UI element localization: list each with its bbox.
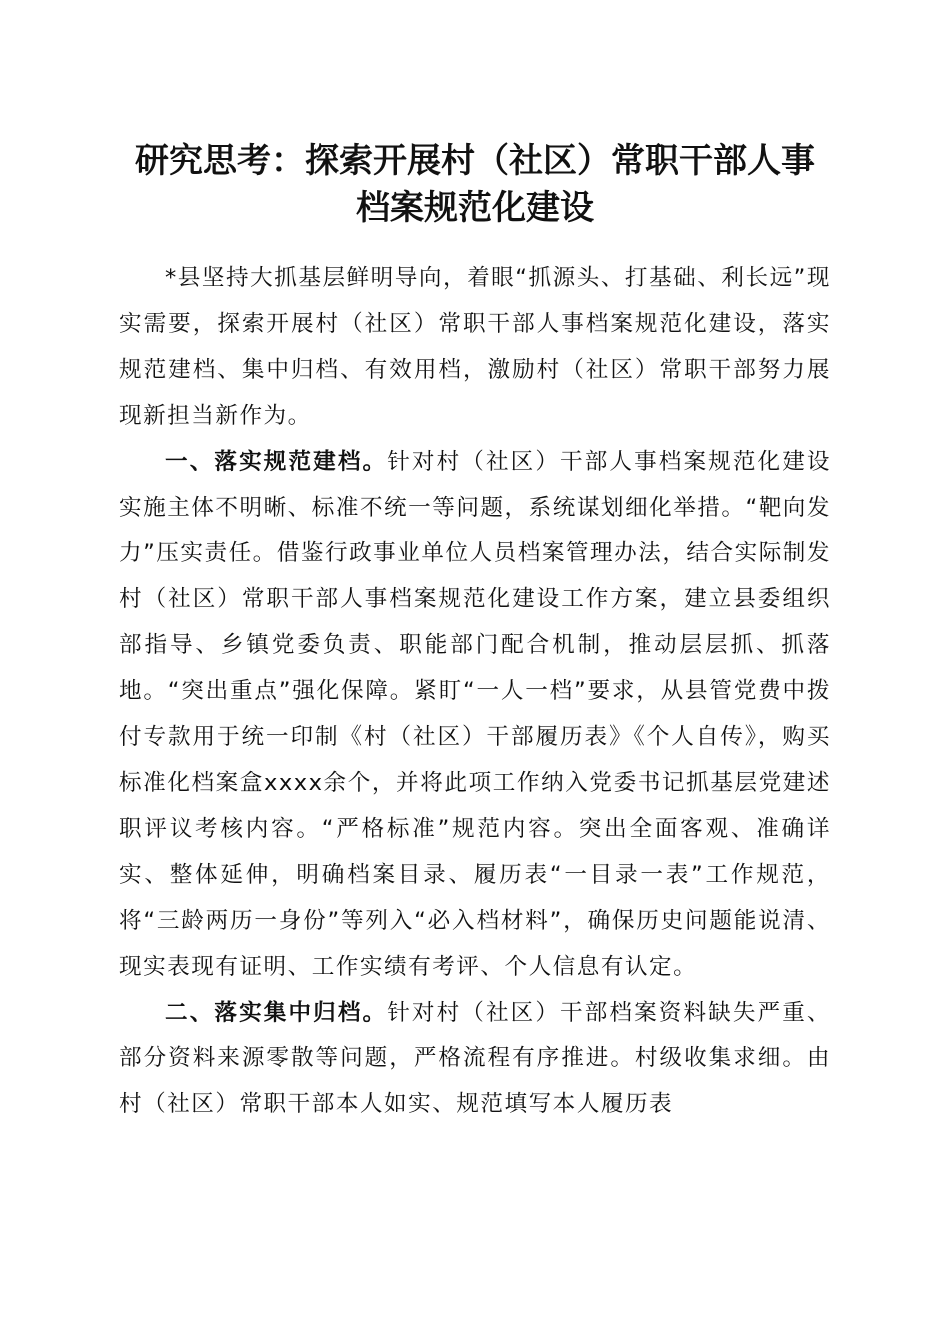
section-2-text: 针对村（社区）干部档案资料缺失严重、部分资料来源零散等问题，严格流程有序推进。村级收集求细。由村（社区）常职干部本人如实、规范填写本人履历表 — [119, 999, 832, 1118]
section-1-paragraph — [119, 440, 831, 991]
document-body — [119, 256, 831, 1128]
section-2-paragraph — [119, 991, 831, 1129]
intro-paragraph: *县坚持大抓基层鲜明导向，着眼“抓源头、打基础、利长远”现实需要，探索开展村（社区）常职干部人事档案规范化建设，落实规范建档、集中归档、有效用档，激励村（社区）常职干部努力展现新担当新作为。 — [119, 265, 831, 429]
section-1-text: 针对村（社区）干部人事档案规范化建设实施主体不明晰、标准不统一等问题，系统谋划细化举措。“靶向发力”压实责任。借鉴行政事业单位人员档案管理办法，结合实际制发村（社区）常职干部人事档案规范化建设工作方案，建立县委组织部指导、乡镇党委负责、职能部门配合机制，推动层层抓、抓落地。“突出重点”强化保障。紧盯“一人一档”要求，从县管党费中拨付专款用于统一印制《村（社区）干部履历表》《个人自传》，购买标准化档案盒xxxx余个，并将此项工作纳入党委书记抓基层党建述职评议考核内容。“严格标准”规范内容。突出全面客观、准确详实、整体延伸，明确档案目录、履历表“一目录一表”工作规范，将“三龄两历一身份”等列入“必入档材料”，确保历史问题能说清、现实表现有证明、工作实绩有考评、个人信息有认定。 — [119, 448, 832, 980]
document-title-line-2: 档案规范化建设 — [356, 188, 594, 228]
document-title-line-1: 研究思考：探索开展村（社区）常职干部人事 — [135, 141, 815, 181]
section-2-heading: 二、落实集中归档。 — [165, 999, 388, 1026]
section-1-heading: 一、落实规范建档。 — [165, 448, 388, 475]
